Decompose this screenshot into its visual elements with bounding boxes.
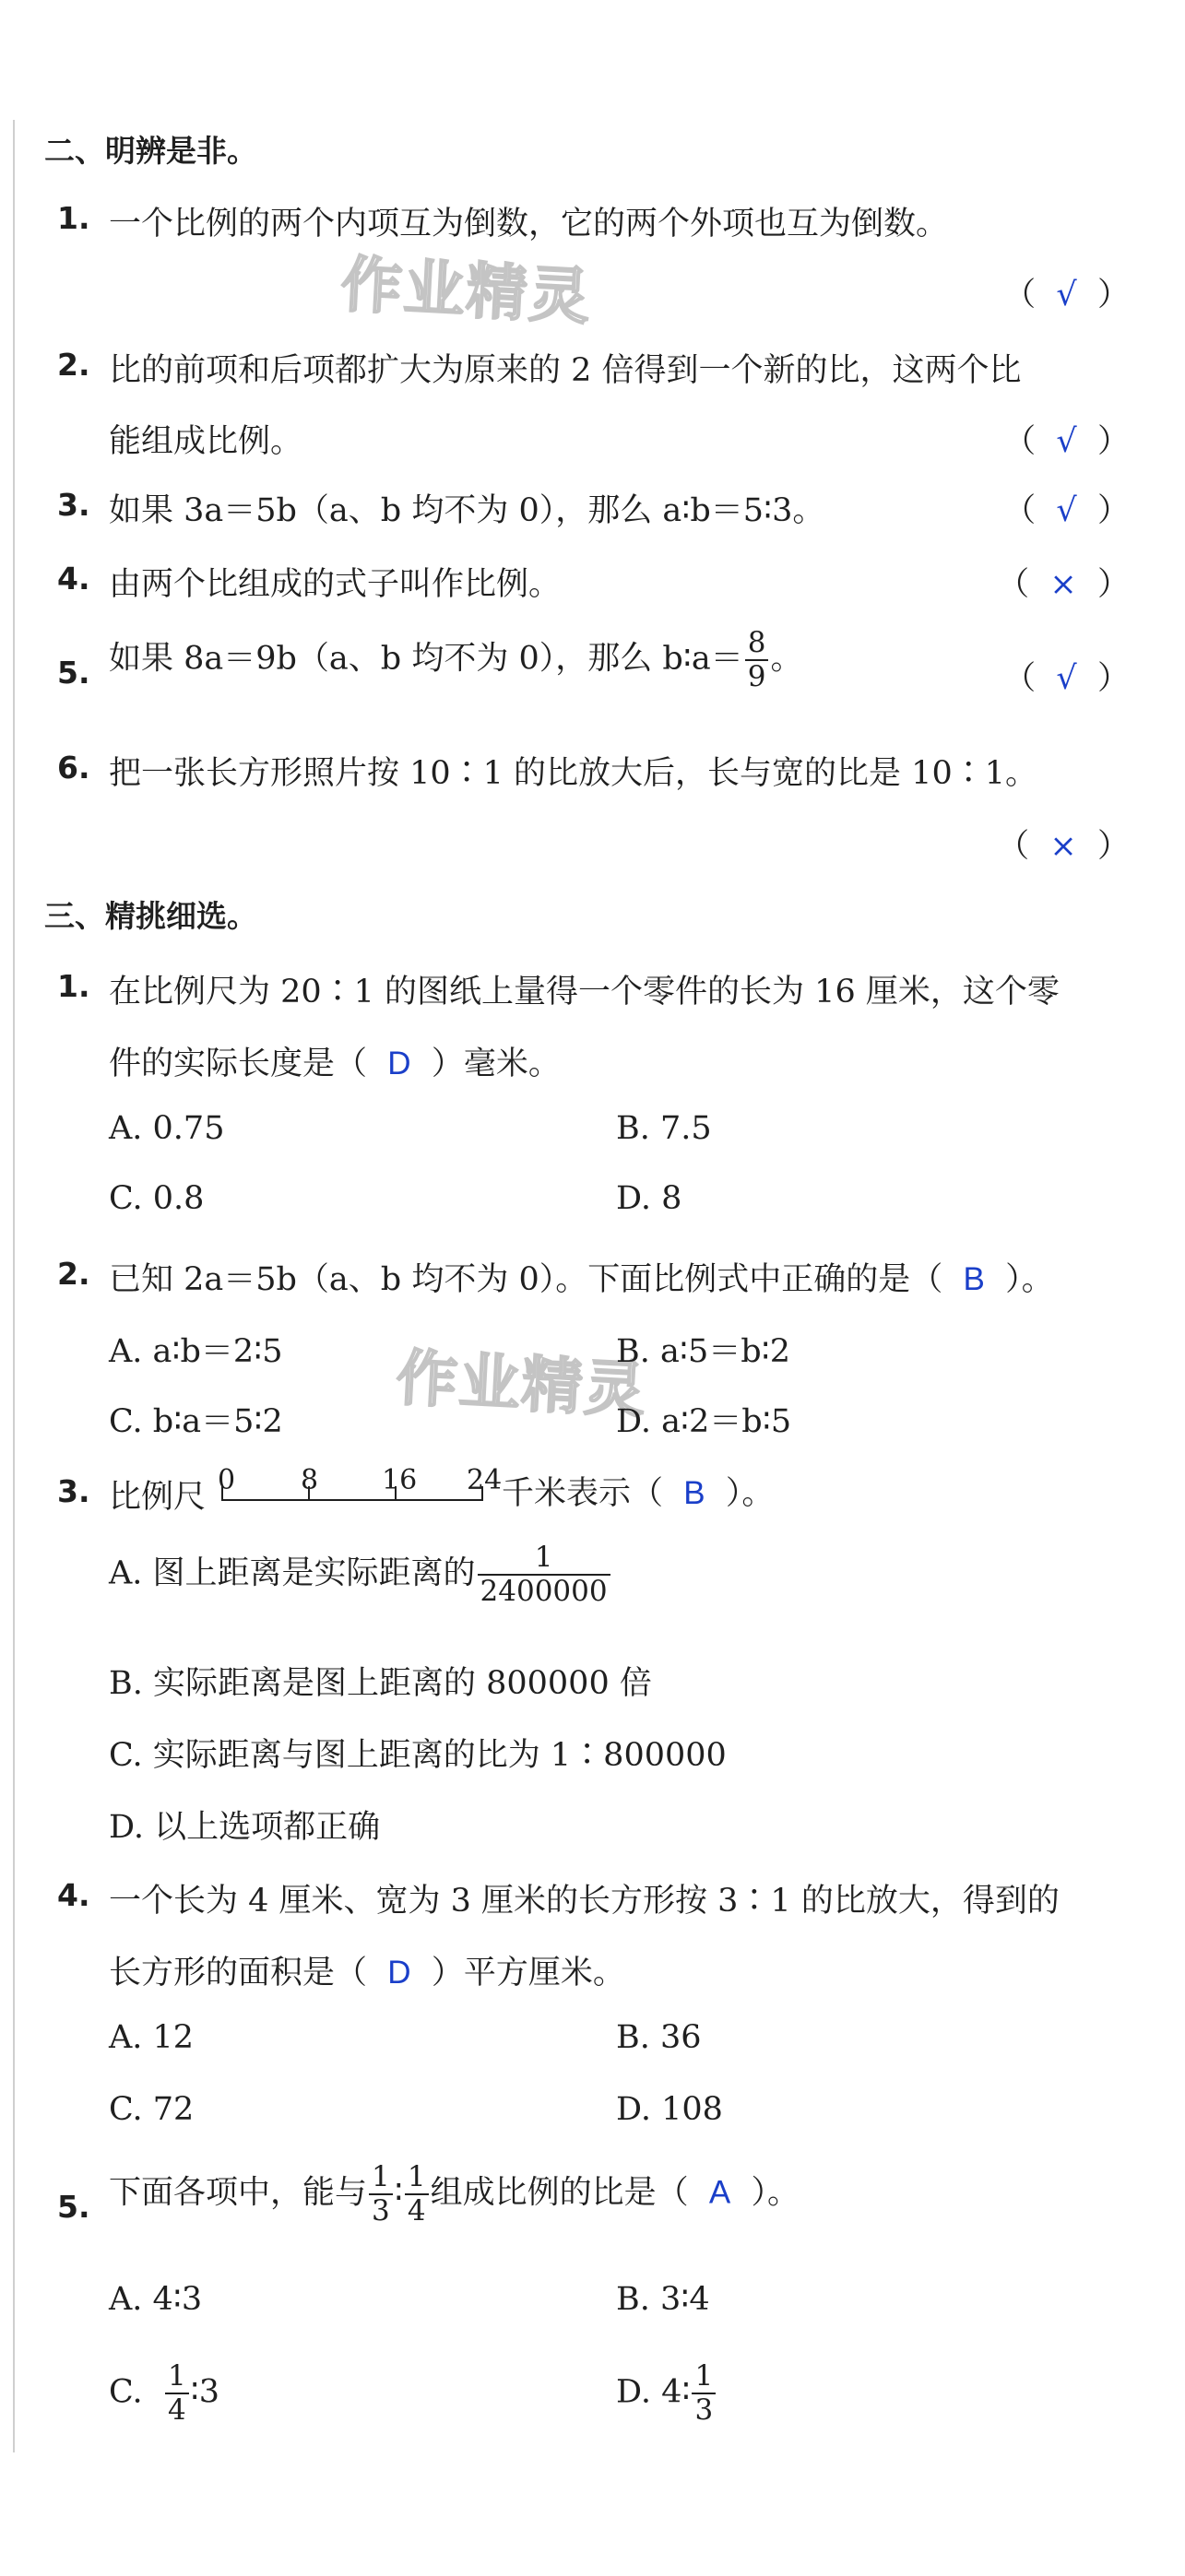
question-text (109, 1947, 625, 1993)
option-a: A. 12 (109, 2019, 195, 2056)
question-number: 3. (57, 487, 90, 523)
option-d (616, 2360, 717, 2427)
fraction (405, 2161, 429, 2227)
option-c: C. 实际距离与图上距离的比为 1∶800000 (109, 1737, 727, 1774)
answer-mark: √ (1056, 423, 1077, 460)
numerator: 1 (165, 2360, 189, 2394)
judgement-mark: （ √ ） (1003, 277, 1130, 313)
fraction (369, 2161, 393, 2227)
question-number: 3. (57, 1473, 90, 1509)
question-part: 长方形的面积是（ (109, 1955, 368, 1991)
watermark: 作业精灵 (394, 1341, 649, 1427)
denominator: 3 (694, 2393, 714, 2427)
fraction (165, 2360, 189, 2427)
answer-letter: B (963, 1261, 985, 1297)
numerator: 8 (745, 627, 769, 661)
option-a (109, 1542, 612, 1608)
statement-part: 。 (770, 640, 803, 678)
question-part: 组成比例的比是（ (430, 2174, 689, 2212)
page-border (13, 120, 15, 2452)
statement-text: 能组成比例。 (109, 423, 303, 460)
question-part: ）毫米。 (431, 1046, 561, 1082)
option-c: C. b∶a＝5∶2 (109, 1403, 283, 1440)
option-b: B. 3∶4 (616, 2281, 710, 2318)
question-number: 4. (57, 1877, 90, 1913)
ratio-colon: ∶ (394, 2174, 403, 2212)
statement-text: 把一张长方形照片按 10∶1 的比放大后，长与宽的比是 10∶1。 (109, 755, 1037, 792)
question-text (109, 2161, 800, 2227)
denominator: 4 (407, 2194, 426, 2227)
numerator: 1 (369, 2161, 393, 2195)
answer-mark: × (1049, 828, 1077, 865)
option-c (109, 2360, 219, 2427)
question-part: ）。 (751, 2174, 800, 2212)
numerator: 1 (692, 2360, 716, 2394)
scale-label: 24 (467, 1464, 503, 1496)
denominator: 2400000 (480, 1575, 608, 1608)
numerator: 1 (478, 1542, 610, 1576)
option-a: A. 4∶3 (109, 2281, 203, 2318)
option-label: C. (109, 2373, 143, 2411)
scale-axis (221, 1499, 483, 1501)
judgement-mark: （ √ ） (1003, 660, 1130, 697)
question-part: 下面各项中，能与 (109, 2174, 368, 2212)
option-b: B. 36 (616, 2019, 702, 2056)
statement-part: 如果 8a＝9b（a、b 均不为 0），那么 b∶a＝ (109, 640, 743, 678)
statement-text: 如果 3a＝5b（a、b 均不为 0），那么 a∶b＝5∶3。 (109, 492, 825, 529)
statement-text: 比的前项和后项都扩大为原来的 2 倍得到一个新的比，这两个比 (109, 352, 1022, 389)
option-text: A. 图上距离是实际距离的 (109, 1554, 476, 1592)
option-a: A. 0.75 (109, 1110, 225, 1147)
question-text: 在比例尺为 20∶1 的图纸上量得一个零件的长为 16 厘米，这个零 (109, 974, 1060, 1010)
question-number: 6. (57, 750, 90, 786)
fraction (745, 627, 769, 693)
answer-mark: √ (1056, 660, 1077, 697)
denominator: 4 (167, 2393, 186, 2427)
option-b: B. 7.5 (616, 1110, 712, 1147)
scale-bar (218, 1464, 503, 1512)
denominator: 3 (372, 2194, 390, 2227)
answer-mark: √ (1056, 277, 1077, 313)
scale-unit: 千米 (502, 1475, 567, 1512)
question-number: 4. (57, 561, 90, 597)
answer-mark: √ (1056, 492, 1077, 529)
question-number: 1. (57, 968, 90, 1004)
answer-letter: A (708, 2174, 731, 2211)
question-number: 2. (57, 1256, 90, 1292)
question-part: 表示（ (566, 1475, 664, 1512)
question-part: ）。 (1005, 1261, 1054, 1298)
option-c: C. 0.8 (109, 1180, 205, 1217)
answer-mark: × (1049, 566, 1077, 603)
question-text (502, 1468, 774, 1514)
denominator: 9 (747, 660, 766, 693)
judgement-mark: （ √ ） (1003, 423, 1130, 460)
option-d: D. 108 (616, 2091, 723, 2128)
question-text (109, 1038, 561, 1084)
numerator: 1 (405, 2161, 429, 2195)
option-text: ∶3 (190, 2373, 220, 2411)
fraction (692, 2360, 716, 2427)
scale-label: 16 (382, 1464, 418, 1496)
judgement-mark: （ √ ） (1003, 492, 1130, 529)
question-part: 已知 2a＝5b（a、b 均不为 0）。下面比例式中正确的是（ (109, 1261, 943, 1298)
question-number: 1. (57, 200, 90, 236)
question-text (109, 1254, 1054, 1300)
section-3-title: 三、精挑细选。 (44, 898, 257, 934)
option-d: D. a∶2＝b∶5 (616, 1403, 792, 1440)
question-text: 比例尺 (109, 1479, 207, 1516)
scale-label: 8 (301, 1464, 319, 1496)
option-b: B. 实际距离是图上距离的 800000 倍 (109, 1665, 652, 1702)
answer-letter: D (387, 1046, 411, 1081)
option-d: D. 以上选项都正确 (109, 1809, 381, 1846)
option-d: D. 8 (616, 1180, 682, 1217)
question-number: 5. (57, 2189, 90, 2225)
judgement-mark: （ × ） (997, 566, 1130, 603)
judgement-mark: （ × ） (997, 828, 1130, 865)
question-number: 2. (57, 347, 90, 383)
question-part: ）。 (725, 1475, 775, 1512)
option-label: D. 4∶ (616, 2373, 691, 2411)
scale-label: 0 (218, 1464, 236, 1496)
question-number: 5. (57, 655, 90, 691)
statement-text: 由两个比组成的式子叫作比例。 (109, 566, 562, 603)
question-text: 一个长为 4 厘米、宽为 3 厘米的长方形按 3∶1 的比放大，得到的 (109, 1883, 1060, 1920)
question-part: ）平方厘米。 (431, 1955, 625, 1991)
answer-letter: B (683, 1475, 705, 1511)
fraction (478, 1542, 610, 1608)
option-b: B. a∶5＝b∶2 (616, 1333, 790, 1370)
section-2-title: 二、明辨是非。 (44, 133, 257, 169)
option-a: A. a∶b＝2∶5 (109, 1333, 283, 1370)
statement-text: 一个比例的两个内项互为倒数，它的两个外项也互为倒数。 (109, 206, 949, 242)
answer-letter: D (387, 1955, 411, 1991)
option-c: C. 72 (109, 2091, 195, 2128)
question-part: 件的实际长度是（ (109, 1046, 368, 1082)
watermark: 作业精灵 (338, 248, 594, 334)
statement-text (109, 627, 802, 693)
